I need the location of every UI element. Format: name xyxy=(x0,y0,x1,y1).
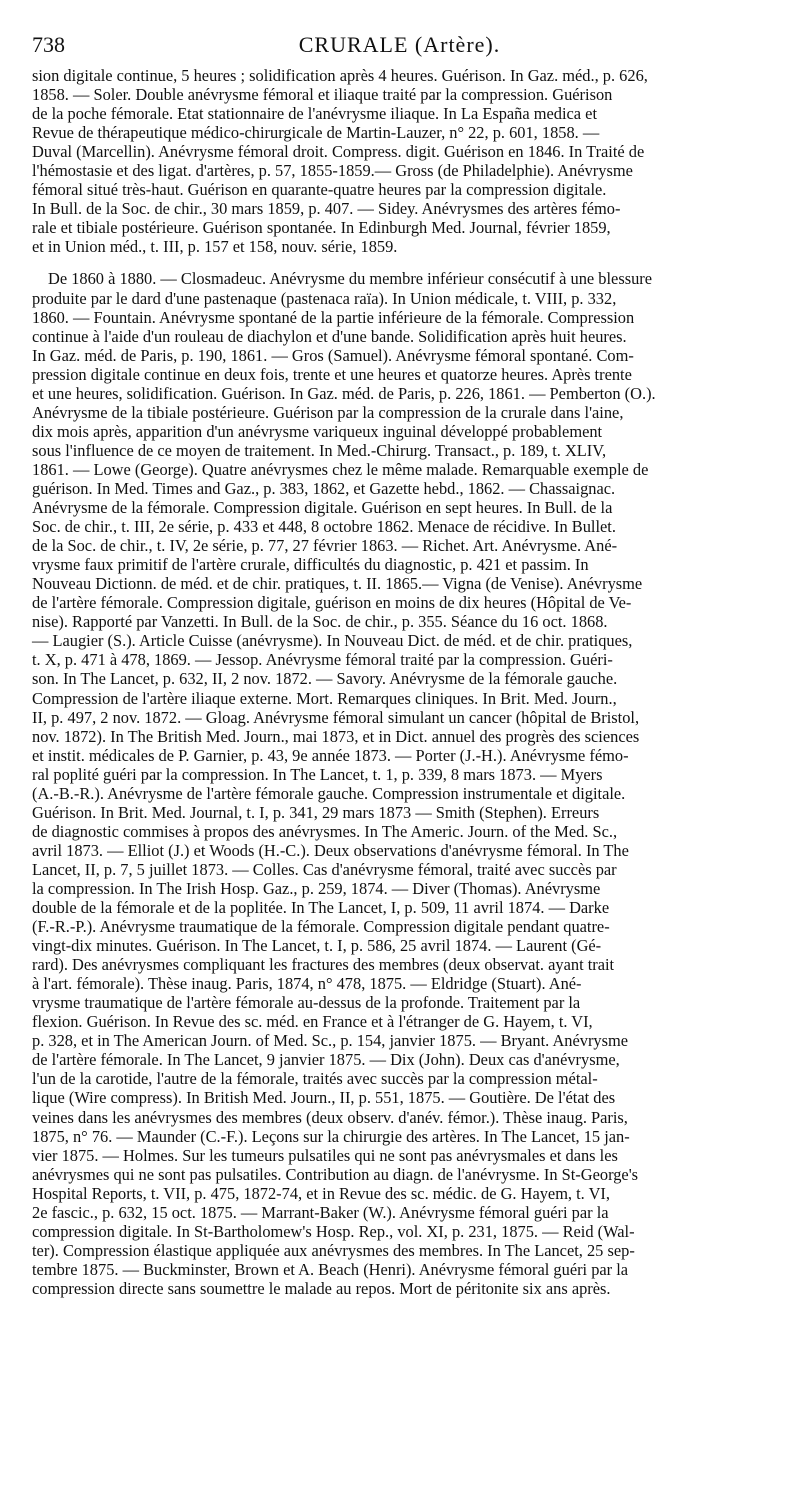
text-line: pression digitale continue en deux fois, trente et une heures et quatorze heures. Après trente xyxy=(32,364,632,384)
text-line: II, p. 497, 2 nov. 1872. — Gloag. Anévrysme fémoral simulant un cancer (hôpital de Bristol, xyxy=(32,707,640,727)
text-line: compression digitale. In St-Bartholomew's Hosp. Rep., vol. XI, p. 231, 1875. — Reid (Wal- xyxy=(32,1221,635,1241)
text-line: de la poche fémorale. Etat stationnaire de l'anévrysme iliaque. In La España medica et xyxy=(32,104,597,124)
text-line: et une heures, solidification. Guérison. In Gaz. méd. de Paris, p. 226, 1861. — Pemberton (O.). xyxy=(32,383,656,403)
text-line: de l'artère fémorale. Compression digitale, guérison en moins de dix heures (Hôpital de Ve- xyxy=(32,593,632,613)
text-line: dix mois après, apparition d'un anévrysme variqueux inguinal développé probablement xyxy=(32,421,603,441)
text-line: Duval (Marcellin). Anévrysme fémoral droit. Compress. digit. Guérison en 1846. In Traité de xyxy=(32,142,645,162)
text-line: tembre 1875. — Buckminster, Brown et A. Beach (Henri). Anévrysme fémoral guéri par la xyxy=(32,1259,629,1279)
body-text xyxy=(32,66,767,1298)
text-line: et in Union méd., t. III, p. 157 et 158, nouv. série, 1859. xyxy=(32,237,398,257)
text-line: l'hémostasie et des ligat. d'artères, p. 57, 1855-1859.— Gross (de Philadelphie). Anévrysme xyxy=(32,161,633,181)
text-line: flexion. Guérison. In Revue des sc. méd. en France et à l'étranger de G. Hayem, t. VI, xyxy=(32,1012,593,1032)
text-line: veines dans les anévrysmes des membres (deux observ. d'anév. fémor.). Thèse inaug. Paris, xyxy=(32,1107,628,1127)
bibliography-paragraph-1860-1880 xyxy=(32,269,767,1298)
text-line: à l'art. fémorale). Thèse inaug. Paris, 1874, n° 478, 1875. — Eldridge (Stuart). Ané- xyxy=(32,974,582,994)
text-line: Guérison. In Brit. Med. Journal, t. I, p. 341, 29 mars 1873 — Smith (Stephen). Erreurs xyxy=(32,802,600,822)
bibliography-paragraph-pre-1860 xyxy=(32,66,767,256)
text-line: de diagnostic commises à propos des anévrysmes. In The Americ. Journ. of the Med. Sc., xyxy=(32,821,618,841)
text-line: (A.-B.-R.). Anévrysme de l'artère fémorale gauche. Compression instrumentale et digitale. xyxy=(32,783,626,803)
text-line: vrysme traumatique de l'artère fémorale au-dessus de la profonde. Traitement par la xyxy=(32,993,581,1013)
page-header xyxy=(32,30,767,60)
text-line: de l'artère fémorale. In The Lancet, 9 janvier 1875. — Dix (John). Deux cas d'anévrysme, xyxy=(32,1050,620,1070)
text-line: — Laugier (S.). Article Cuisse (anévrysme). In Nouveau Dict. de méd. et de chir. pratiques, xyxy=(32,631,633,651)
text-line: De 1860 à 1880. — Closmadeuc. Anévrysme du membre inférieur consécutif à une blessure xyxy=(48,269,653,289)
text-line: avril 1873. — Elliot (J.) et Woods (H.-C.). Deux observations d'anévrysme fémoral. In The xyxy=(32,840,629,860)
text-line: lique (Wire compress). In British Med. Journ., II, p. 551, 1875. — Goutière. De l'état des xyxy=(32,1088,616,1108)
text-line: produite par le dard d'une pastenaque (pastenaca raïa). In Union médicale, t. VIII, p. 332, xyxy=(32,288,617,308)
text-line: vier 1875. — Holmes. Sur les tumeurs pulsatiles qui ne sont pas anévrysmales et dans les xyxy=(32,1145,618,1165)
text-line: Nouveau Dictionn. de méd. et de chir. pratiques, t. II. 1865.— Vigna (de Venise). Anévrysme xyxy=(32,574,643,594)
text-line: Hospital Reports, t. VII, p. 475, 1872-74, et in Revue des sc. médic. de G. Hayem, t. VI, xyxy=(32,1183,610,1203)
text-line: 1875, n° 76. — Maunder (C.-F.). Leçons sur la chirurgie des artères. In The Lancet, 15 jan- xyxy=(32,1126,630,1146)
text-line: Compression de l'artère iliaque externe. Mort. Remarques cliniques. In Brit. Med. Journ., xyxy=(32,688,617,708)
text-line: t. X, p. 471 à 478, 1869. — Jessop. Anévrysme fémoral traité par la compression. Guéri- xyxy=(32,650,613,670)
text-line: nov. 1872). In The British Med. Journ., mai 1873, et in Dict. annuel des progrès des sciences xyxy=(32,726,640,746)
text-line: double de la fémorale et de la poplitée. In The Lancet, I, p. 509, 11 avril 1874. — Darke xyxy=(32,898,610,918)
text-line: vingt-dix minutes. Guérison. In The Lancet, t. I, p. 586, 25 avril 1874. — Laurent (Gé- xyxy=(32,936,602,956)
running-title: CRURALE (Artère). xyxy=(298,32,501,57)
text-line: guérison. In Med. Times and Gaz., p. 383, 1862, et Gazette hebd., 1862. — Chassaignac. xyxy=(32,478,616,498)
text-line: rard). Des anévrysmes compliquant les fractures des membres (deux observat. ayant trait xyxy=(32,955,615,975)
text-line: Lancet, II, p. 7, 5 juillet 1873. — Colles. Cas d'anévrysme fémoral, traité avec succès par xyxy=(32,859,617,879)
text-line: ral poplité guéri par la compression. In The Lancet, t. 1, p. 339, 8 mars 1873. — Myers xyxy=(32,764,603,784)
text-line: 1858. — Soler. Double anévrysme fémoral et iliaque traité par la compression. Guérison xyxy=(32,85,613,105)
text-line: vrysme faux primitif de l'artère crurale, difficultés du diagnostic, p. 421 et passim. In xyxy=(32,555,589,575)
text-line: 2e fascic., p. 632, 15 oct. 1875. — Marrant-Baker (W.). Anévrysme fémoral guéri par la xyxy=(32,1202,609,1222)
text-line: 1861. — Lowe (George). Quatre anévrysmes chez le même malade. Remarquable exemple de xyxy=(32,459,649,479)
text-line: continue à l'aide d'un rouleau de diachylon et d'une bande. Solidification après huit heures. xyxy=(32,326,627,346)
text-line: compression directe sans soumettre le malade au repos. Mort de péritonite six ans après. xyxy=(32,1278,611,1298)
page-number: 738 xyxy=(32,32,65,57)
text-line: In Bull. de la Soc. de chir., 30 mars 1859, p. 407. — Sidey. Anévrysmes des artères fémo- xyxy=(32,199,621,219)
text-line: ter). Compression élastique appliquée aux anévrysmes des membres. In The Lancet, 25 sep- xyxy=(32,1240,635,1260)
text-line: Revue de thérapeutique médico-chirurgicale de Martin-Lauzer, n° 22, p. 601, 1858. — xyxy=(32,123,600,143)
text-line: et instit. médicales de P. Garnier, p. 43, 9e année 1873. — Porter (J.-H.). Anévrysme fémo- xyxy=(32,745,629,765)
text-line: son. In The Lancet, p. 632, II, 2 nov. 1872. — Savory. Anévrysme de la fémorale gauche. xyxy=(32,669,618,689)
text-line: l'un de la carotide, l'autre de la fémorale, traités avec succès par la compression métal- xyxy=(32,1069,598,1089)
text-line: Anévrysme de la tibiale postérieure. Guérison par la compression de la crurale dans l'aine, xyxy=(32,402,624,422)
text-line: la compression. In The Irish Hosp. Gaz., p. 259, 1874. — Diver (Thomas). Anévrysme xyxy=(32,878,601,898)
text-line: anévrysmes qui ne sont pas pulsatiles. Contribution au diagn. de l'anévrysme. In St-George's xyxy=(32,1164,639,1184)
text-line: 1860. — Fountain. Anévrysme spontané de la partie inférieure de la fémorale. Compression xyxy=(32,307,635,327)
text-line: Soc. de chir., t. III, 2e série, p. 433 et 448, 8 octobre 1862. Menace de récidive. In Bullet. xyxy=(32,517,616,537)
text-line: de la Soc. de chir., t. IV, 2e série, p. 77, 27 février 1863. — Richet. Art. Anévrysme. Ané- xyxy=(32,536,618,556)
text-line: In Gaz. méd. de Paris, p. 190, 1861. — Gros (Samuel). Anévrysme fémoral spontané. Com- xyxy=(32,345,634,365)
text-line: p. 328, et in The American Journ. of Med. Sc., p. 154, janvier 1875. — Bryant. Anévrysme xyxy=(32,1031,629,1051)
text-line: fémoral situé très-haut. Guérison en quarante-quatre heures par la compression digitale. xyxy=(32,180,607,200)
text-line: Anévrysme de la fémorale. Compression digitale. Guérison en sept heures. In Bull. de la xyxy=(32,498,613,518)
text-line: nise). Rapporté par Vanzetti. In Bull. de la Soc. de chir., p. 355. Séance du 16 oct. 1868. xyxy=(32,612,608,632)
text-line: sous l'influence de ce moyen de traitement. In Med.-Chirurg. Transact., p. 189, t. XLIV, xyxy=(32,440,607,460)
text-line: (F.-R.-P.). Anévrysme traumatique de la fémorale. Compression digitale pendant quatre- xyxy=(32,917,610,937)
text-line: sion digitale continue, 5 heures ; solidification après 4 heures. Guérison. In Gaz. méd., p. 626, xyxy=(32,66,648,85)
text-line: rale et tibiale postérieure. Guérison spontanée. In Edinburgh Med. Journal, février 1859, xyxy=(32,218,611,238)
